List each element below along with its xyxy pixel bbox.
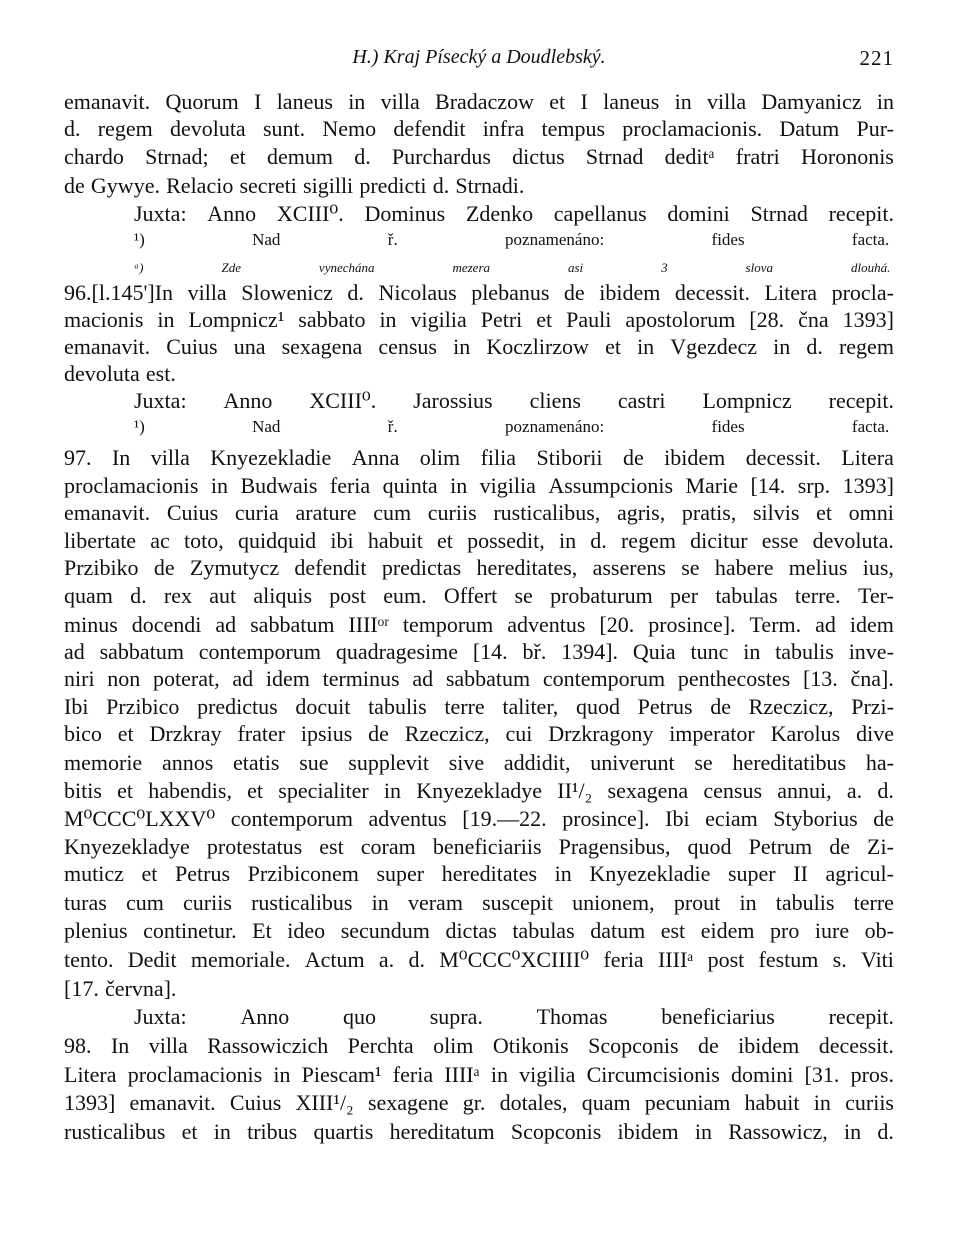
text-line: bitis et habendis, et specialiter in Knyezekladye II¹/₂ sexagena census annui, a. d.: [64, 778, 894, 803]
footnote-line: ¹) Nad ř. poznamenáno: fides facta.: [134, 230, 890, 249]
text-line: plenius continetur. Et ideo secundum dictas tabulas datum est eidem pro iure ob-: [64, 918, 894, 943]
text-line: d. regem devoluta sunt. Nemo defendit infra tempus proclamacionis. Datum Pur-: [64, 116, 894, 141]
page-number: 221: [859, 46, 894, 70]
text-line: 98. In villa Rassowiczich Perchta olim Otikonis Scopconis de ibidem decessit.: [64, 1033, 894, 1058]
text-line: 96.[l.145']In villa Slowenicz d. Nicolaus plebanus de ibidem decessit. Litera procla-: [64, 280, 894, 305]
text-line: Ibi Przibico predictus docuit tabulis terre taliter, quod Petrus de Rzeczicz, Przi-: [64, 694, 894, 719]
text-line: Juxta: Anno XCIII⁰. Jarossius cliens castri Lompnicz recepit.: [134, 388, 894, 413]
text-line: emanavit. Cuius una sexagena census in Koczlirzow et in Vgezdecz in d. regem: [64, 334, 894, 359]
text-line: minus docendi ad sabbatum IIIIᵒʳ temporum adventus [20. prosince]. Term. ad idem: [64, 612, 894, 637]
text-line: Juxta: Anno XCIII⁰. Dominus Zdenko capellanus domini Strnad recepit.: [134, 201, 894, 226]
text-line: [17. června].: [64, 976, 177, 1001]
text-line: 97. In villa Knyezekladie Anna olim filia Stiborii de ibidem decessit. Litera: [64, 445, 894, 470]
text-line: niri non poterat, ad idem terminus ad sabbatum contemporum penthecostes [13. čna].: [64, 666, 894, 691]
text-line: Juxta: Anno quo supra. Thomas beneficiarius recepit.: [134, 1004, 894, 1029]
text-line: Knyezekladye protestatus est coram beneficiariis Pragensibus, quod Petrum de Zi-: [64, 834, 894, 859]
footnote-line: ¹) Nad ř. poznamenáno: fides facta.: [134, 417, 890, 436]
text-line: 1393] emanavit. Cuius XIII¹/₂ sexagene gr. dotales, quam pecuniam habuit in curiis: [64, 1090, 894, 1115]
text-line: tento. Dedit memoriale. Actum a. d. M⁰CCC⁰XCIIII⁰ feria IIIIᵃ post festum s. Viti: [64, 947, 894, 972]
text-line: rusticalibus et in tribus quartis hereditatum Scopconis ibidem in Rassowicz, in d.: [64, 1119, 894, 1144]
footnote-line: ᵃ) Zde vynechána mezera asi 3 slova dlouhá.: [134, 260, 891, 275]
text-line: bico et Drzkray frater ipsius de Rzeczicz, cui Drzkragony imperator Karolus dive: [64, 721, 894, 746]
text-line: devoluta est.: [64, 361, 176, 386]
text-line: M⁰CCC⁰LXXV⁰ contemporum adventus [19.—22. prosince]. Ibi eciam Styborius de: [64, 806, 894, 831]
text-line: quam d. rex aut aliquis post eum. Offert se probaturum per tabulas terre. Ter-: [64, 583, 894, 608]
text-line: ad sabbatum contemporum quadragesime [14. bř. 1394]. Quia tunc in tabulis inve-: [64, 639, 894, 664]
text-line: muticz et Petrus Przibiconem super hereditates in Knyezekladie super II agricul-: [64, 861, 894, 886]
text-line: chardo Strnad; et demum d. Purchardus dictus Strnad deditᵃ fratri Horononis: [64, 144, 894, 169]
text-line: de Gywye. Relacio secreti sigilli predicti d. Strnadi.: [64, 173, 525, 198]
text-line: libertate ac toto, quidquid ibi habuit et possedit, in d. regem dicitur esse devoluta.: [64, 528, 894, 553]
page-header: [64, 44, 894, 74]
running-title: H.) Kraj Písecký a Doudlebský.: [352, 46, 606, 68]
text-line: macionis in Lompnicz¹ sabbato in vigilia Petri et Pauli apostolorum [28. čna 1393]: [64, 307, 894, 332]
text-line: turas cum curiis rusticalibus in veram suscepit unionem, prout in tabulis terre: [64, 890, 894, 915]
text-line: proclamacionis in Budwais feria quinta in vigilia Assumpcionis Marie [14. srp. 1393]: [64, 473, 894, 498]
text-line: memorie annos etatis sue supplevit sive addidit, univerunt se hereditatibus ha-: [64, 750, 894, 775]
text-line: Litera proclamacionis in Piescam¹ feria IIIIᵃ in vigilia Circumcisionis domini [31. pros.: [64, 1062, 894, 1087]
text-line: emanavit. Cuius curia arature cum curiis rusticalibus, agris, pratis, silvis et omni: [64, 500, 894, 525]
text-line: Przibiko de Zymutycz defendit predictas hereditates, asserens se habere melius ius,: [64, 555, 894, 580]
text-line: emanavit. Quorum I laneus in villa Bradaczow et I laneus in villa Damyanicz in: [64, 89, 894, 114]
